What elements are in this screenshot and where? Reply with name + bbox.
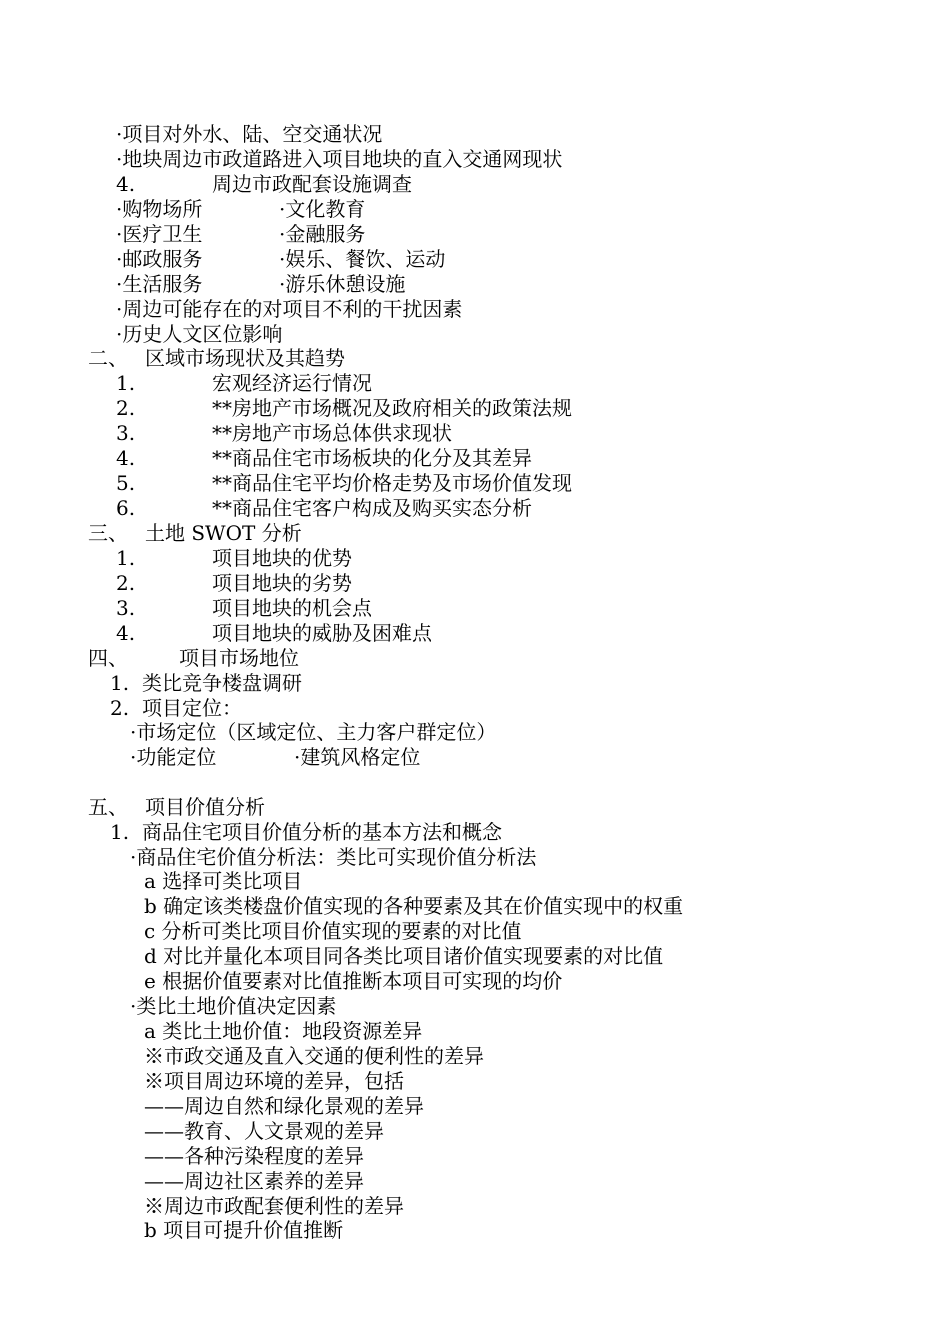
line-text: ——教育、人文景观的差异: [144, 1119, 384, 1143]
item-number: 4.: [116, 172, 136, 196]
sub-item: [144, 1044, 484, 1069]
line-text: c 分析可类比项目价值实现的要素的对比值: [144, 919, 522, 943]
item-text: **商品住宅平均价格走势及市场价值发现: [212, 471, 572, 495]
item-number: 3.: [116, 421, 136, 445]
sub-item: [144, 1218, 343, 1243]
item-text: 商品住宅项目价值分析的基本方法和概念: [142, 820, 502, 844]
item-number: 2.: [116, 571, 136, 595]
line-text: ·地块周边市政道路进入项目地块的直入交通网现状: [116, 147, 563, 171]
item-number: 1.: [110, 820, 130, 844]
right-cell: ·金融服务: [279, 222, 366, 246]
left-cell: ·医疗卫生: [116, 222, 203, 246]
item-number: 6.: [116, 496, 136, 520]
item-text: 项目地块的劣势: [212, 571, 352, 595]
line-text: ·市场定位（区域定位、主力客户群定位）: [130, 720, 497, 744]
left-cell: ·购物场所: [116, 197, 203, 221]
section-number: 二、: [88, 346, 128, 370]
line-text: b 项目可提升价值推断: [144, 1218, 344, 1242]
item-number: 1.: [116, 371, 136, 395]
bullet-line: [116, 122, 382, 147]
line-text: ·商品住宅价值分析法：类比可实现价值分析法: [130, 845, 537, 869]
section-title: 区域市场现状及其趋势: [145, 346, 345, 370]
item-text: 类比竞争楼盘调研: [142, 671, 302, 695]
line-text: ※项目周边环境的差异，包括: [144, 1069, 404, 1093]
right-cell: ·文化教育: [279, 197, 366, 221]
item-number: 1.: [116, 546, 136, 570]
line-text: ※周边市政配套便利性的差异: [144, 1194, 404, 1218]
sub-item: [144, 1194, 404, 1219]
sub-item: [144, 919, 522, 944]
section-title: 土地 SWOT 分析: [145, 521, 302, 545]
sub-item: [144, 1094, 424, 1119]
line-text: ——周边社区素养的差异: [144, 1169, 364, 1193]
bullet-line: [130, 845, 536, 870]
line-text: ·项目对外水、陆、空交通状况: [116, 122, 383, 146]
item-text: 项目定位：: [142, 696, 242, 720]
sub-item: [144, 1069, 404, 1094]
item-text: **商品住宅市场板块的化分及其差异: [212, 446, 532, 470]
sub-item: [144, 1019, 422, 1044]
item-number: 5.: [116, 471, 136, 495]
right-cell: ·娱乐、餐饮、运动: [279, 247, 446, 271]
item-number: 3.: [116, 596, 136, 620]
right-cell: ·游乐休憩设施: [279, 272, 406, 296]
sub-item: [144, 944, 663, 969]
sub-item: [144, 894, 683, 919]
line-text: d 对比并量化本项目同各类比项目诸价值实现要素的对比值: [144, 944, 664, 968]
item-text: 周边市政配套设施调查: [212, 172, 412, 196]
item-number: 4.: [116, 446, 136, 470]
left-cell: ·邮政服务: [116, 247, 203, 271]
line-text: a 类比土地价值：地段资源差异: [144, 1019, 423, 1043]
item-text: 宏观经济运行情况: [212, 371, 372, 395]
sub-item: [144, 1144, 364, 1169]
item-number: 2.: [116, 396, 136, 420]
section-title: 项目市场地位: [179, 646, 299, 670]
line-text: ·周边可能存在的对项目不利的干扰因素: [116, 297, 463, 321]
left-cell: ·功能定位: [130, 745, 217, 769]
sub-item: [144, 869, 302, 894]
section-number: 三、: [88, 521, 128, 545]
item-text: 项目地块的机会点: [212, 596, 372, 620]
sub-item: [144, 1169, 364, 1194]
line-text: ——周边自然和绿化景观的差异: [144, 1094, 424, 1118]
sub-item: [144, 1119, 384, 1144]
item-text: **房地产市场总体供求现状: [212, 421, 452, 445]
line-text: b 确定该类楼盘价值实现的各种要素及其在价值实现中的权重: [144, 894, 684, 918]
bullet-line: [116, 297, 462, 322]
sub-item: [144, 969, 562, 994]
item-number: 2.: [110, 696, 130, 720]
bullet-line: [116, 147, 562, 172]
section-title: 项目价值分析: [145, 795, 265, 819]
item-text: **商品住宅客户构成及购买实态分析: [212, 496, 532, 520]
item-number: 1.: [110, 671, 130, 695]
line-text: ——各种污染程度的差异: [144, 1144, 364, 1168]
section-number: 五、: [88, 795, 128, 819]
bullet-line: [130, 720, 496, 745]
line-text: ※市政交通及直入交通的便利性的差异: [144, 1044, 484, 1068]
bullet-line: [130, 994, 336, 1019]
item-text: **房地产市场概况及政府相关的政策法规: [212, 396, 572, 420]
line-text: a 选择可类比项目: [144, 869, 303, 893]
line-text: ·历史人文区位影响: [116, 322, 283, 346]
right-cell: ·建筑风格定位: [294, 745, 421, 769]
left-cell: ·生活服务: [116, 272, 203, 296]
item-text: 项目地块的威胁及困难点: [212, 621, 432, 645]
line-text: ·类比土地价值决定因素: [130, 994, 337, 1018]
line-text: e 根据价值要素对比值推断本项目可实现的均价: [144, 969, 563, 993]
section-number: 四、: [88, 646, 128, 670]
item-number: 4.: [116, 621, 136, 645]
item-text: 项目地块的优势: [212, 546, 352, 570]
bullet-line: [116, 322, 282, 347]
